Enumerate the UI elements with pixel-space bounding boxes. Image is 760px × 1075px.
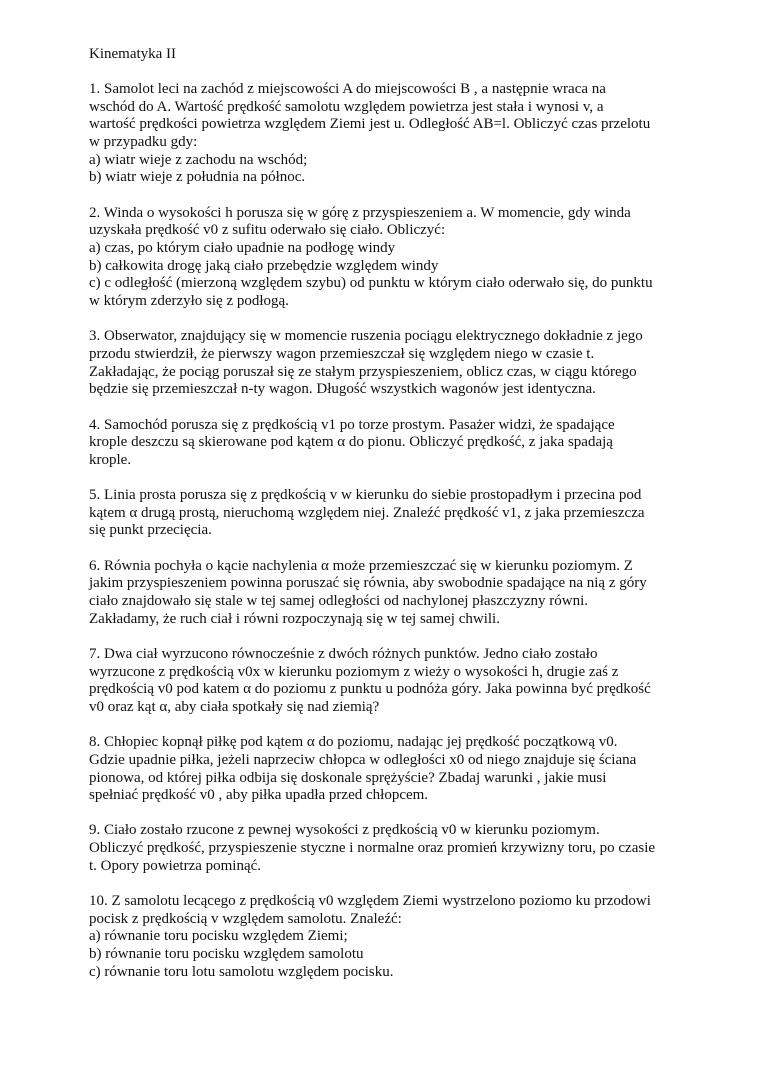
problem-6-line-1: 6. Równia pochyła o kącie nachylenia α może przemieszczać się w kierunku poziomym. Z bbox=[89, 557, 633, 574]
problem-1-line-6: b) wiatr wieje z południa na północ. bbox=[89, 169, 306, 186]
problem-10-line-5: c) równanie toru lotu samolotu względem pocisku. bbox=[89, 963, 394, 980]
problem-1-line-5: a) wiatr wieje z zachodu na wschód; bbox=[89, 151, 308, 168]
problem-6-line-2: jakim przyspieszeniem powinna poruszać się równia, aby swobodnie spadające na nią z góry bbox=[89, 575, 647, 592]
problem-10-line-2: pocisk z prędkością v względem samolotu. Znaleźć: bbox=[89, 910, 402, 927]
problem-8-line-4: spełniać prędkość v0 , aby piłka upadła przed chłopcem. bbox=[89, 787, 429, 804]
problem-10-line-1: 10. Z samolotu lecącego z prędkością v0 względem Ziemi wystrzelono poziomo ku przodowi bbox=[89, 892, 651, 909]
problem-2-line-4: b) całkowita drogę jaką ciało przebędzie względem windy bbox=[89, 257, 439, 274]
problem-8-line-2: Gdzie upadnie piłka, jeżeli naprzeciw chłopca w odległości x0 od niego znajduje się ściana bbox=[89, 751, 637, 768]
problem-7-line-2: wyrzucone z prędkością v0x w kierunku poziomym z wieży o wysokości h, drugie zaś z bbox=[89, 663, 619, 680]
problem-4-line-3: krople. bbox=[89, 451, 132, 468]
problem-3 bbox=[89, 328, 689, 399]
problem-5-line-1: 5. Linia prosta porusza się z prędkością v w kierunku do siebie prostopadłym i przecina pod bbox=[89, 487, 642, 504]
problem-8-line-3: pionowa, od której piłka odbija się doskonale sprężyście? Zbadaj warunki , jakie musi bbox=[89, 769, 607, 786]
problem-10-line-3: a) równanie toru pocisku względem Ziemi; bbox=[89, 928, 348, 945]
problem-5 bbox=[89, 487, 689, 540]
problem-7-line-1: 7. Dwa ciał wyrzucono równocześnie z dwóch różnych punktów. Jedno ciało zostało bbox=[89, 645, 598, 662]
problem-2-line-3: a) czas, po którym ciało upadnie na podłogę windy bbox=[89, 240, 396, 256]
problem-9-line-2: Obliczyć prędkość, przyspieszenie styczne i normalne oraz promień krzywizny toru, po czasie bbox=[89, 840, 656, 857]
problem-10 bbox=[89, 893, 689, 981]
problem-list bbox=[89, 81, 689, 999]
page-title: Kinematyka II bbox=[89, 46, 177, 62]
problem-9-line-3: t. Opory powietrza pominąć. bbox=[89, 857, 262, 874]
problem-7-line-3: prędkością v0 pod katem α do poziomu z punktu u podnóża góry. Jaka powinna być prędkość bbox=[89, 681, 651, 698]
problem-8-line-1: 8. Chłopiec kopnął piłkę pod kątem α do poziomu, nadając jej prędkość początkową v0. bbox=[89, 734, 618, 751]
problem-9 bbox=[89, 822, 689, 875]
problem-7 bbox=[89, 646, 689, 717]
problem-4 bbox=[89, 417, 689, 470]
problem-6-line-3: ciało znajdowało się stale w tej samej odległości od nachylonej płaszczyzny równi. bbox=[89, 593, 589, 609]
problem-5-line-2: kątem α drugą prostą, nieruchomą względem niej. Znaleźć prędkość v1, z jaka przemieszcza bbox=[89, 504, 645, 521]
problem-3-line-3: Zakładając, że pociąg poruszał się ze stałym przyspieszeniem, oblicz czas, w ciągu którego bbox=[89, 363, 637, 380]
problem-8 bbox=[89, 734, 689, 805]
problem-2-line-5: c) c odległość (mierzoną względem szybu) od punktu w którym ciało oderwało się, do punktu bbox=[89, 275, 653, 292]
problem-3-line-2: przodu stwierdził, że pierwszy wagon przemieszczał się względem niego w czasie t. bbox=[89, 345, 595, 362]
problem-2 bbox=[89, 205, 689, 311]
problem-4-line-1: 4. Samochód porusza się z prędkością v1 po torze prostym. Pasażer widzi, że spadające bbox=[89, 416, 615, 433]
problem-2-line-6: w którym zderzyło się z podłogą. bbox=[89, 293, 289, 310]
problem-1-line-2: wschód do A. Wartość prędkość samolotu względem powietrza jest stała i wynosi v, a bbox=[89, 98, 604, 115]
problem-6 bbox=[89, 558, 689, 629]
problem-7-line-4: v0 oraz kąt α, aby ciała spotkały się nad ziemią? bbox=[89, 698, 380, 715]
problem-1-line-4: w przypadku gdy: bbox=[89, 134, 198, 151]
problem-9-line-1: 9. Ciało zostało rzucone z pewnej wysokości z prędkością v0 w kierunku poziomym. bbox=[89, 822, 600, 839]
problem-1-line-3: wartość prędkości powietrza względem Ziemi jest u. Odległość AB=l. Obliczyć czas przelotu bbox=[89, 116, 651, 133]
problem-4-line-2: krople deszczu są skierowane pod kątem α do pionu. Obliczyć prędkość, z jaka spadają bbox=[89, 434, 613, 451]
problem-5-line-3: się punkt przecięcia. bbox=[89, 522, 212, 539]
problem-2-line-1: 2. Winda o wysokości h porusza się w górę z przyspieszeniem a. W momencie, gdy winda bbox=[89, 204, 631, 221]
problem-6-line-4: Zakładamy, że ruch ciał i równi rozpoczynają się w tej samej chwili. bbox=[89, 610, 500, 627]
problem-1 bbox=[89, 81, 689, 187]
problem-1-line-1: 1. Samolot leci na zachód z miejscowości A do miejscowości B , a następnie wraca na bbox=[89, 81, 606, 97]
problem-3-line-4: będzie się przemieszczał n-ty wagon. Długość wszystkich wagonów jest identyczna. bbox=[89, 381, 596, 398]
problem-10-line-4: b) równanie toru pocisku względem samolotu bbox=[89, 946, 364, 962]
problem-3-line-1: 3. Obserwator, znajdujący się w momencie ruszenia pociągu elektrycznego dokładnie z jego bbox=[89, 328, 643, 345]
problem-2-line-2: uzyskała prędkość v0 z sufitu oderwało się ciało. Obliczyć: bbox=[89, 222, 446, 239]
